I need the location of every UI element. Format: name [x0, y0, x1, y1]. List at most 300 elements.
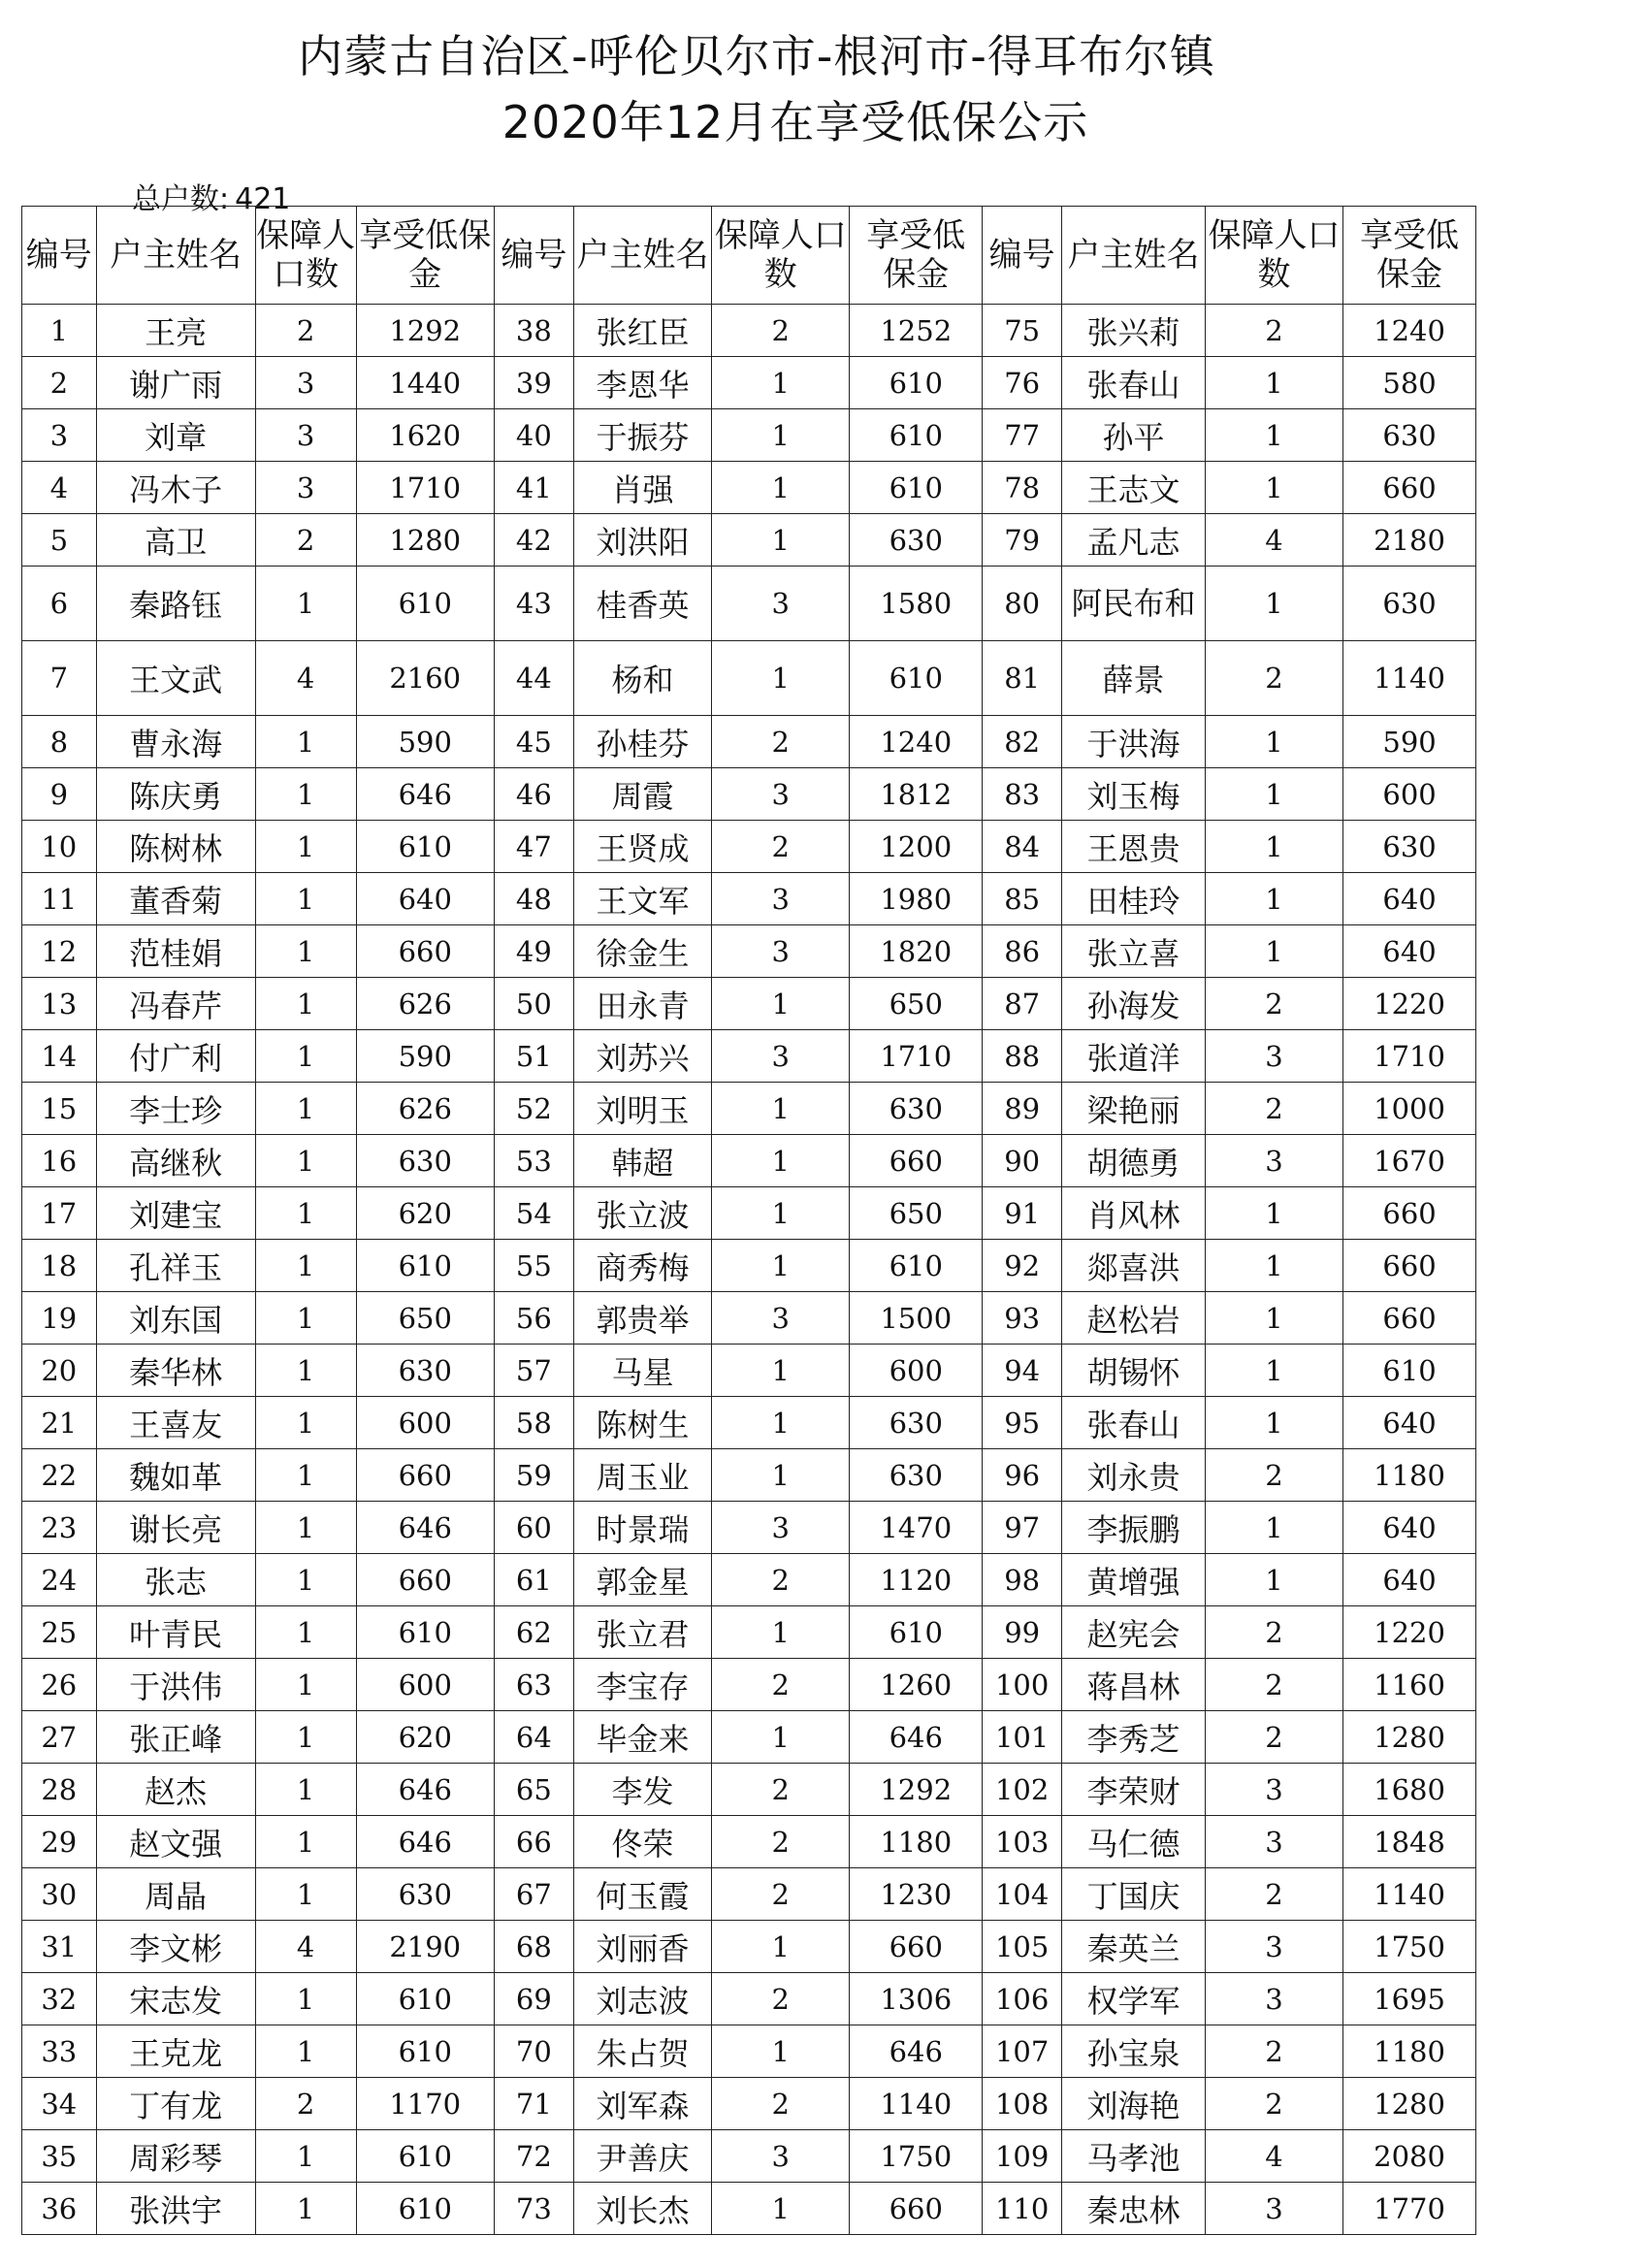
cell-name: 胡德勇 [1062, 1135, 1206, 1187]
cell-id: 39 [494, 357, 573, 409]
cell-amount: 2080 [1343, 2130, 1476, 2183]
cell-name: 韩超 [573, 1135, 711, 1187]
cell-amount: 626 [356, 978, 494, 1030]
cell-id: 19 [22, 1292, 97, 1345]
cell-amount: 630 [1343, 821, 1476, 873]
cell-id: 62 [494, 1606, 573, 1659]
table-row [22, 1030, 1476, 1083]
cell-count: 1 [1205, 357, 1342, 409]
cell-name: 高卫 [96, 514, 255, 567]
cell-count: 3 [1205, 1764, 1342, 1816]
cell-name: 于洪海 [1062, 716, 1206, 768]
cell-amount: 640 [1343, 1397, 1476, 1449]
cell-id: 105 [983, 1921, 1062, 1973]
cell-count: 1 [712, 1711, 850, 1764]
cell-id: 55 [494, 1240, 573, 1292]
table-row [22, 1449, 1476, 1502]
cell-count: 4 [1205, 2130, 1342, 2183]
cell-count: 1 [255, 1659, 356, 1711]
cell-name: 冯春芹 [96, 978, 255, 1030]
cell-id: 68 [494, 1921, 573, 1973]
cell-amount: 660 [850, 2183, 983, 2235]
cell-name: 马仁德 [1062, 1816, 1206, 1868]
cell-name: 阿民布和 [1062, 567, 1206, 641]
cell-amount: 580 [1343, 357, 1476, 409]
header-id: 编号 [983, 207, 1062, 305]
cell-count: 1 [712, 1240, 850, 1292]
cell-id: 100 [983, 1659, 1062, 1711]
cell-name: 马孝池 [1062, 2130, 1206, 2183]
cell-id: 54 [494, 1187, 573, 1240]
cell-count: 1 [255, 1606, 356, 1659]
cell-count: 3 [712, 567, 850, 641]
cell-count: 1 [255, 1502, 356, 1554]
cell-amount: 610 [356, 567, 494, 641]
cell-amount: 1280 [1343, 1711, 1476, 1764]
cell-count: 1 [255, 1030, 356, 1083]
cell-name: 张兴莉 [1062, 305, 1206, 357]
cell-count: 2 [1205, 978, 1342, 1030]
cell-count: 1 [712, 462, 850, 514]
cell-id: 88 [983, 1030, 1062, 1083]
cell-name: 梁艳丽 [1062, 1083, 1206, 1135]
table-row [22, 1554, 1476, 1606]
cell-name: 张春山 [1062, 1397, 1206, 1449]
cell-name: 范桂娟 [96, 925, 255, 978]
cell-count: 4 [255, 641, 356, 716]
cell-count: 2 [712, 1868, 850, 1921]
cell-count: 3 [1205, 1030, 1342, 1083]
cell-id: 80 [983, 567, 1062, 641]
cell-id: 66 [494, 1816, 573, 1868]
cell-count: 1 [1205, 1345, 1342, 1397]
cell-id: 97 [983, 1502, 1062, 1554]
cell-count: 1 [255, 873, 356, 925]
cell-name: 孔祥玉 [96, 1240, 255, 1292]
cell-count: 1 [255, 1816, 356, 1868]
cell-count: 1 [712, 514, 850, 567]
cell-name: 秦忠林 [1062, 2183, 1206, 2235]
cell-count: 4 [255, 1921, 356, 1973]
cell-count: 1 [255, 2130, 356, 2183]
cell-id: 48 [494, 873, 573, 925]
cell-amount: 1500 [850, 1292, 983, 1345]
header-count: 保障人口数 [255, 207, 356, 305]
cell-id: 70 [494, 2025, 573, 2078]
cell-count: 1 [255, 978, 356, 1030]
cell-name: 权学军 [1062, 1973, 1206, 2025]
cell-count: 1 [255, 1764, 356, 1816]
cell-amount: 640 [1343, 873, 1476, 925]
cell-name: 时景瑞 [573, 1502, 711, 1554]
cell-amount: 1230 [850, 1868, 983, 1921]
cell-name: 黄增强 [1062, 1554, 1206, 1606]
cell-name: 李秀芝 [1062, 1711, 1206, 1764]
cell-id: 92 [983, 1240, 1062, 1292]
cell-id: 72 [494, 2130, 573, 2183]
cell-id: 91 [983, 1187, 1062, 1240]
cell-name: 李发 [573, 1764, 711, 1816]
cell-name: 王贤成 [573, 821, 711, 873]
cell-amount: 630 [356, 1868, 494, 1921]
cell-name: 付广利 [96, 1030, 255, 1083]
cell-name: 肖风林 [1062, 1187, 1206, 1240]
cell-count: 1 [255, 1973, 356, 2025]
cell-amount: 600 [850, 1345, 983, 1397]
cell-name: 周霞 [573, 768, 711, 821]
cell-name: 徐金生 [573, 925, 711, 978]
document-subtitle: 2020年12月在享受低保公示 [501, 96, 1089, 148]
cell-amount: 640 [1343, 1554, 1476, 1606]
cell-amount: 630 [1343, 409, 1476, 462]
cell-count: 3 [1205, 2183, 1342, 2235]
cell-id: 21 [22, 1397, 97, 1449]
cell-name: 薛景 [1062, 641, 1206, 716]
cell-name: 李恩华 [573, 357, 711, 409]
table-row [22, 716, 1476, 768]
cell-count: 3 [712, 2130, 850, 2183]
cell-id: 34 [22, 2078, 97, 2130]
cell-count: 2 [1205, 305, 1342, 357]
cell-count: 2 [712, 1816, 850, 1868]
cell-id: 8 [22, 716, 97, 768]
cell-id: 75 [983, 305, 1062, 357]
cell-amount: 646 [356, 768, 494, 821]
cell-name: 王克龙 [96, 2025, 255, 2078]
cell-amount: 600 [356, 1659, 494, 1711]
cell-count: 2 [1205, 1868, 1342, 1921]
header-name: 户主姓名 [96, 207, 255, 305]
cell-id: 104 [983, 1868, 1062, 1921]
cell-id: 3 [22, 409, 97, 462]
cell-amount: 590 [356, 1030, 494, 1083]
cell-count: 2 [255, 305, 356, 357]
cell-name: 郭贵举 [573, 1292, 711, 1345]
cell-amount: 600 [356, 1397, 494, 1449]
cell-id: 32 [22, 1973, 97, 2025]
cell-id: 82 [983, 716, 1062, 768]
cell-name: 刘丽香 [573, 1921, 711, 1973]
cell-count: 1 [712, 1397, 850, 1449]
cell-id: 58 [494, 1397, 573, 1449]
cell-id: 94 [983, 1345, 1062, 1397]
cell-count: 3 [712, 1030, 850, 1083]
cell-count: 1 [255, 925, 356, 978]
cell-amount: 650 [850, 1187, 983, 1240]
cell-amount: 626 [356, 1083, 494, 1135]
cell-id: 28 [22, 1764, 97, 1816]
table-row [22, 1816, 1476, 1868]
table-row [22, 1345, 1476, 1397]
cell-id: 107 [983, 2025, 1062, 2078]
cell-id: 102 [983, 1764, 1062, 1816]
cell-name: 陈树林 [96, 821, 255, 873]
cell-id: 85 [983, 873, 1062, 925]
cell-name: 毕金来 [573, 1711, 711, 1764]
table-row [22, 1711, 1476, 1764]
table-row [22, 514, 1476, 567]
cell-id: 25 [22, 1606, 97, 1659]
cell-id: 61 [494, 1554, 573, 1606]
cell-amount: 1980 [850, 873, 983, 925]
cell-name: 肖强 [573, 462, 711, 514]
cell-count: 1 [1205, 925, 1342, 978]
cell-name: 赵杰 [96, 1764, 255, 1816]
cell-amount: 1180 [1343, 2025, 1476, 2078]
cell-name: 周彩琴 [96, 2130, 255, 2183]
cell-amount: 610 [850, 1240, 983, 1292]
cell-name: 王喜友 [96, 1397, 255, 1449]
header-name: 户主姓名 [573, 207, 711, 305]
table-row [22, 1135, 1476, 1187]
cell-id: 9 [22, 768, 97, 821]
cell-name: 商秀梅 [573, 1240, 711, 1292]
cell-name: 王亮 [96, 305, 255, 357]
cell-name: 冯木子 [96, 462, 255, 514]
cell-count: 1 [255, 1397, 356, 1449]
cell-count: 1 [255, 567, 356, 641]
cell-count: 1 [712, 2025, 850, 2078]
cell-count: 1 [1205, 1554, 1342, 1606]
cell-amount: 1848 [1343, 1816, 1476, 1868]
cell-id: 65 [494, 1764, 573, 1816]
header-id: 编号 [494, 207, 573, 305]
cell-count: 1 [1205, 462, 1342, 514]
cell-count: 1 [1205, 768, 1342, 821]
table-row [22, 1292, 1476, 1345]
benefit-table [21, 206, 1476, 2235]
cell-amount: 1620 [356, 409, 494, 462]
cell-id: 7 [22, 641, 97, 716]
cell-amount: 610 [356, 2025, 494, 2078]
cell-name: 朱占贺 [573, 2025, 711, 2078]
cell-id: 43 [494, 567, 573, 641]
cell-count: 2 [712, 305, 850, 357]
table-row [22, 462, 1476, 514]
cell-name: 高继秋 [96, 1135, 255, 1187]
cell-name: 张立喜 [1062, 925, 1206, 978]
cell-id: 67 [494, 1868, 573, 1921]
cell-id: 2 [22, 357, 97, 409]
cell-count: 1 [712, 1345, 850, 1397]
cell-id: 86 [983, 925, 1062, 978]
cell-count: 1 [255, 1868, 356, 1921]
cell-name: 谢广雨 [96, 357, 255, 409]
cell-count: 1 [1205, 1187, 1342, 1240]
cell-name: 桂香英 [573, 567, 711, 641]
cell-amount: 1750 [850, 2130, 983, 2183]
cell-amount: 1220 [1343, 978, 1476, 1030]
cell-name: 刘永贵 [1062, 1449, 1206, 1502]
cell-count: 1 [255, 1083, 356, 1135]
cell-count: 1 [255, 1187, 356, 1240]
cell-name: 秦华林 [96, 1345, 255, 1397]
cell-count: 3 [255, 409, 356, 462]
cell-id: 96 [983, 1449, 1062, 1502]
cell-name: 孙海发 [1062, 978, 1206, 1030]
table-row [22, 641, 1476, 716]
cell-amount: 1240 [1343, 305, 1476, 357]
cell-amount: 630 [850, 514, 983, 567]
cell-amount: 2160 [356, 641, 494, 716]
cell-count: 2 [1205, 1711, 1342, 1764]
cell-count: 3 [712, 1502, 850, 1554]
cell-name: 王恩贵 [1062, 821, 1206, 873]
cell-amount: 660 [356, 925, 494, 978]
cell-count: 1 [1205, 821, 1342, 873]
cell-id: 59 [494, 1449, 573, 1502]
cell-amount: 610 [356, 2183, 494, 2235]
cell-id: 52 [494, 1083, 573, 1135]
cell-amount: 646 [356, 1816, 494, 1868]
cell-name: 丁有龙 [96, 2078, 255, 2130]
cell-amount: 630 [356, 1345, 494, 1397]
cell-amount: 660 [850, 1135, 983, 1187]
cell-id: 98 [983, 1554, 1062, 1606]
cell-count: 1 [1205, 716, 1342, 768]
table-row [22, 1083, 1476, 1135]
cell-name: 秦英兰 [1062, 1921, 1206, 1973]
cell-id: 95 [983, 1397, 1062, 1449]
cell-count: 1 [712, 1449, 850, 1502]
cell-count: 1 [255, 2183, 356, 2235]
table-row [22, 1240, 1476, 1292]
cell-count: 1 [255, 821, 356, 873]
cell-id: 79 [983, 514, 1062, 567]
table-row [22, 821, 1476, 873]
cell-name: 周玉业 [573, 1449, 711, 1502]
cell-amount: 1180 [850, 1816, 983, 1868]
table-row [22, 1397, 1476, 1449]
cell-name: 张红臣 [573, 305, 711, 357]
cell-amount: 1770 [1343, 2183, 1476, 2235]
header-count: 保障人口数 [1205, 207, 1342, 305]
cell-id: 53 [494, 1135, 573, 1187]
cell-name: 刘明玉 [573, 1083, 711, 1135]
cell-id: 13 [22, 978, 97, 1030]
cell-id: 57 [494, 1345, 573, 1397]
cell-id: 76 [983, 357, 1062, 409]
cell-amount: 1710 [1343, 1030, 1476, 1083]
cell-amount: 610 [850, 357, 983, 409]
cell-name: 刘长杰 [573, 2183, 711, 2235]
cell-name: 周晶 [96, 1868, 255, 1921]
cell-amount: 646 [356, 1764, 494, 1816]
table-row [22, 2130, 1476, 2183]
cell-count: 1 [712, 409, 850, 462]
cell-amount: 1470 [850, 1502, 983, 1554]
cell-name: 于振芬 [573, 409, 711, 462]
cell-name: 孙平 [1062, 409, 1206, 462]
cell-count: 3 [1205, 1921, 1342, 1973]
cell-id: 81 [983, 641, 1062, 716]
cell-name: 刘志波 [573, 1973, 711, 2025]
cell-count: 2 [712, 716, 850, 768]
table-row [22, 357, 1476, 409]
cell-name: 刘建宝 [96, 1187, 255, 1240]
cell-id: 30 [22, 1868, 97, 1921]
table-row [22, 1659, 1476, 1711]
cell-amount: 1750 [1343, 1921, 1476, 1973]
cell-id: 40 [494, 409, 573, 462]
cell-count: 1 [255, 1292, 356, 1345]
cell-count: 3 [712, 768, 850, 821]
cell-amount: 646 [850, 1711, 983, 1764]
cell-amount: 1140 [850, 2078, 983, 2130]
cell-amount: 610 [1343, 1345, 1476, 1397]
cell-name: 马星 [573, 1345, 711, 1397]
header-amount: 享受低保金 [1343, 207, 1476, 305]
cell-count: 1 [255, 1449, 356, 1502]
cell-amount: 610 [850, 1606, 983, 1659]
cell-count: 1 [255, 1554, 356, 1606]
cell-amount: 640 [1343, 1502, 1476, 1554]
cell-amount: 630 [850, 1397, 983, 1449]
cell-amount: 1170 [356, 2078, 494, 2130]
cell-amount: 610 [356, 2130, 494, 2183]
cell-name: 张道洋 [1062, 1030, 1206, 1083]
cell-id: 99 [983, 1606, 1062, 1659]
cell-id: 1 [22, 305, 97, 357]
cell-id: 83 [983, 768, 1062, 821]
cell-id: 63 [494, 1659, 573, 1711]
cell-id: 110 [983, 2183, 1062, 2235]
cell-id: 47 [494, 821, 573, 873]
cell-id: 33 [22, 2025, 97, 2078]
cell-id: 73 [494, 2183, 573, 2235]
cell-id: 10 [22, 821, 97, 873]
cell-name: 尹善庆 [573, 2130, 711, 2183]
cell-name: 刘苏兴 [573, 1030, 711, 1083]
cell-count: 1 [255, 1711, 356, 1764]
cell-name: 杨和 [573, 641, 711, 716]
cell-count: 1 [712, 1187, 850, 1240]
cell-id: 90 [983, 1135, 1062, 1187]
cell-id: 35 [22, 2130, 97, 2183]
cell-name: 李文彬 [96, 1921, 255, 1973]
cell-id: 20 [22, 1345, 97, 1397]
cell-id: 4 [22, 462, 97, 514]
cell-name: 何玉霞 [573, 1868, 711, 1921]
cell-count: 2 [1205, 2078, 1342, 2130]
cell-amount: 1440 [356, 357, 494, 409]
cell-id: 84 [983, 821, 1062, 873]
table-row [22, 2183, 1476, 2235]
cell-count: 1 [1205, 1292, 1342, 1345]
cell-amount: 1280 [1343, 2078, 1476, 2130]
cell-amount: 1260 [850, 1659, 983, 1711]
table-row [22, 1606, 1476, 1659]
cell-name: 张立君 [573, 1606, 711, 1659]
cell-amount: 1160 [1343, 1659, 1476, 1711]
cell-name: 王文军 [573, 873, 711, 925]
table-row [22, 978, 1476, 1030]
cell-name: 佟荣 [573, 1816, 711, 1868]
cell-amount: 1240 [850, 716, 983, 768]
cell-amount: 1120 [850, 1554, 983, 1606]
cell-id: 101 [983, 1711, 1062, 1764]
cell-id: 18 [22, 1240, 97, 1292]
cell-count: 3 [255, 357, 356, 409]
cell-id: 77 [983, 409, 1062, 462]
cell-amount: 610 [850, 641, 983, 716]
cell-id: 89 [983, 1083, 1062, 1135]
cell-amount: 1140 [1343, 641, 1476, 716]
cell-id: 64 [494, 1711, 573, 1764]
cell-amount: 660 [356, 1554, 494, 1606]
table-header-row [22, 207, 1476, 305]
cell-count: 2 [1205, 1659, 1342, 1711]
